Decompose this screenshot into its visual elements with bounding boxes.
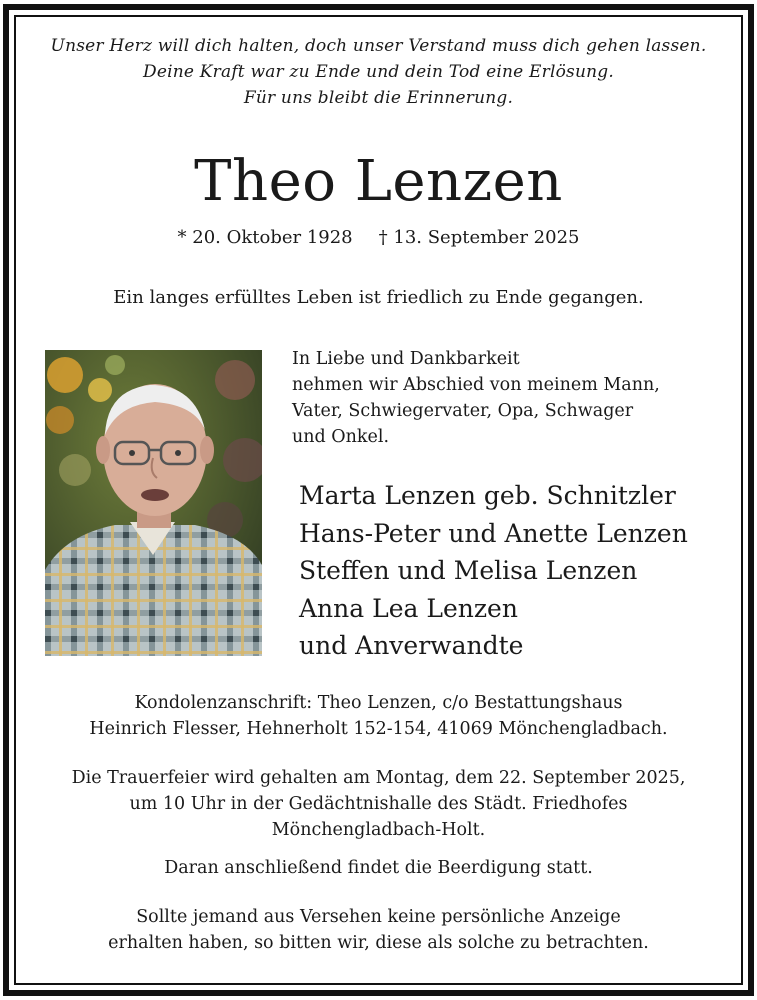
motto-line: Für uns bleibt die Erinnerung. xyxy=(243,88,514,108)
motto-verse xyxy=(0,33,757,111)
birth-date: * 20. Oktober 1928 xyxy=(177,227,353,248)
intro-line: In Liebe und Dankbarkeit xyxy=(292,349,520,369)
farewell-intro xyxy=(292,346,660,450)
death-date: † 13. September 2025 xyxy=(378,227,580,248)
ceremony-line: Die Trauerfeier wird gehalten am Montag, dem 22. September 2025, xyxy=(71,768,686,788)
mourners-list xyxy=(299,477,688,665)
intro-line: nehmen wir Abschied von meinem Mann, xyxy=(292,375,660,395)
closing-notice xyxy=(0,904,757,956)
motto-line: Deine Kraft war zu Ende und dein Tod eine Erlösung. xyxy=(143,62,614,82)
deceased-name: Theo Lenzen xyxy=(194,149,563,214)
condolence-line: Heinrich Flesser, Hehnerholt 152-154, 41069 Mönchengladbach. xyxy=(89,719,668,739)
motto-line: Unser Herz will dich halten, doch unser Verstand muss dich gehen lassen. xyxy=(50,36,707,56)
condolence-line: Kondolenzanschrift: Theo Lenzen, c/o Bestattungshaus xyxy=(134,693,623,713)
ceremony-line: Mönchengladbach-Holt. xyxy=(271,820,486,840)
notice-line: Sollte jemand aus Versehen keine persönliche Anzeige xyxy=(136,907,621,927)
ceremony-line: um 10 Uhr in der Gedächtnishalle des Städt. Friedhofes xyxy=(129,794,628,814)
intro-line: und Onkel. xyxy=(292,427,390,447)
life-statement: Ein langes erfülltes Leben ist friedlich zu Ende gegangen. xyxy=(113,287,644,308)
notice-line: erhalten haben, so bitten wir, diese als solche zu betrachten. xyxy=(108,933,649,953)
portrait-photo-icon xyxy=(45,350,262,656)
burial-info: Daran anschließend findet die Beerdigung statt. xyxy=(164,858,593,878)
life-dates xyxy=(0,225,757,251)
mourner-name: Hans-Peter und Anette Lenzen xyxy=(299,518,688,548)
mourner-name: Anna Lea Lenzen xyxy=(299,593,518,623)
mourner-name: Steffen und Melisa Lenzen xyxy=(299,556,638,585)
ceremony-info xyxy=(0,765,757,843)
mourner-name: und Anverwandte xyxy=(299,631,524,660)
mourner-name: Marta Lenzen geb. Schnitzler xyxy=(299,481,676,510)
intro-line: Vater, Schwiegervater, Opa, Schwager xyxy=(292,401,634,421)
condolence-address xyxy=(0,690,757,742)
